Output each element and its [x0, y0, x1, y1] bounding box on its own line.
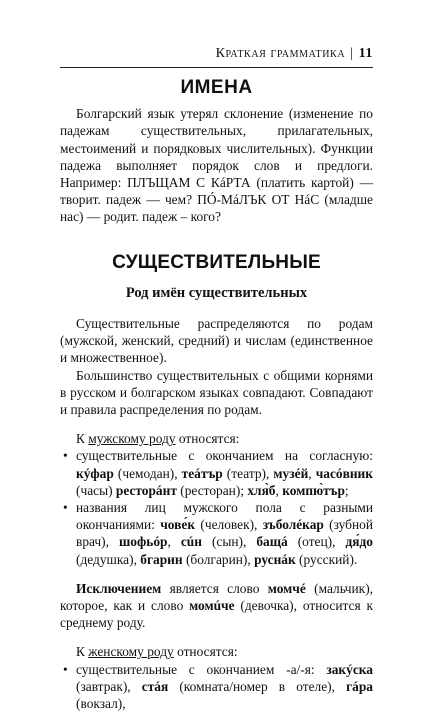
example-gloss: , — [275, 482, 283, 498]
masculine-intro-suffix: относятся: — [175, 431, 240, 447]
masculine-intro — [60, 430, 373, 447]
example-gloss: (чемодан), — [113, 465, 182, 481]
list-item-text: существительные с окончанием на согласную: — [76, 448, 373, 464]
exception-text: (мальчик), которое, как и слово — [60, 580, 373, 614]
example-word: компю̀тър — [282, 482, 345, 498]
masculine-item-persons — [60, 499, 373, 568]
example-word: хля̀б — [247, 482, 276, 498]
masculine-term: мужскому роду — [88, 431, 176, 447]
example-word: стáя — [141, 678, 169, 694]
example-word: закýска — [326, 661, 373, 677]
example-gloss: (ресторан); — [176, 482, 248, 498]
exception-paragraph — [60, 580, 373, 632]
list-item-text: существительные с окончанием -а/-я: — [76, 661, 327, 677]
spacer — [60, 568, 373, 580]
feminine-intro — [60, 643, 373, 660]
list-item-text: названия лиц мужского пола с разными окончаниями: — [76, 500, 373, 533]
example-gloss: (русский). — [295, 551, 358, 567]
feminine-list — [60, 661, 373, 712]
running-head-title: Краткая грамматика — [215, 46, 346, 61]
feminine-item-endings — [60, 661, 373, 712]
masculine-list — [60, 447, 373, 567]
example-gloss: (сын), — [201, 534, 257, 550]
example-word: ресторáнт — [115, 482, 177, 498]
example-word: руснáк — [254, 551, 296, 567]
example-gloss: (человек), — [195, 517, 263, 533]
nouns-paragraph-1: Существительные распределяются по родам (мужской, женский, средний) и числам (единственное и множественное). — [60, 316, 373, 366]
running-head — [216, 46, 373, 62]
example-gloss: (завтрак), — [76, 678, 142, 694]
example-gloss: (болгарин), — [182, 551, 255, 567]
example-gloss: (зубной врач), — [76, 517, 373, 550]
section-heading-nouns: СУЩЕСТВИТЕЛЬНЫЕ — [112, 251, 321, 273]
feminine-term: женскому роду — [88, 644, 174, 660]
example-gloss: (вокзал), — [76, 696, 126, 712]
exception-text: является слово — [161, 580, 268, 596]
example-word: теáтър — [181, 465, 223, 481]
example-gloss: (дедушка), — [76, 551, 141, 567]
example-word: дя́до — [345, 534, 373, 550]
page-number: 11 — [358, 46, 373, 61]
header-rule — [60, 67, 373, 68]
example-gloss: (театр), — [222, 465, 274, 481]
feminine-intro-suffix: относятся: — [173, 644, 238, 660]
subheading-noun-gender: Род имён существительных — [125, 284, 308, 301]
page-body — [60, 76, 373, 712]
example-gloss: , — [308, 465, 316, 481]
example-word: чове́к — [160, 517, 196, 533]
masculine-intro-prefix: К — [76, 431, 89, 447]
example-gloss: ; — [344, 482, 349, 498]
example-word: момúче — [189, 598, 235, 614]
exception-term: Исключением — [76, 580, 162, 596]
spacer — [60, 418, 373, 430]
example-gloss: (отец), — [287, 534, 346, 550]
example-gloss: (часы) — [76, 482, 116, 498]
exception-text: (девочка), относится к среднему роду. — [60, 598, 373, 631]
section-heading-names: ИМЕНА — [180, 77, 253, 98]
example-gloss: , — [167, 534, 181, 550]
masculine-item-consonant — [60, 447, 373, 499]
example-word: бащá — [256, 534, 288, 550]
example-word: бгарин — [140, 551, 183, 567]
nouns-paragraph-2: Большинство существительных с общими корнями в русском и болгарском языках совпадают. Совпадают и правила распределения по родам. — [60, 367, 373, 418]
example-word: момчé — [267, 580, 306, 596]
names-paragraph: Болгарский язык утерял склонение (изменение по падежам существительных, прилагательных, местоимений и порядковых числительных). Функции падежа выполняет порядок слов и предлоги. Например: ПЛЪЩАМ С КáРТА (платить картой) — творит. падеж — чем? ПÓ-МáЛЪК ОТ НáС (младше нас) — родит. падеж – кого? — [60, 106, 373, 225]
example-word: гáра — [346, 678, 373, 694]
example-word: шофьóр — [118, 534, 168, 550]
example-word: зъболéкар — [262, 517, 324, 533]
example-word: сúн — [180, 534, 202, 550]
running-head-separator: | — [350, 46, 354, 61]
example-gloss: (комната/номер в отеле), — [168, 678, 347, 694]
feminine-intro-prefix: К — [76, 644, 89, 660]
example-word: кýфар — [76, 465, 114, 481]
example-word: часóвник — [315, 465, 373, 481]
example-word: музéй — [273, 465, 309, 481]
spacer — [60, 631, 373, 643]
